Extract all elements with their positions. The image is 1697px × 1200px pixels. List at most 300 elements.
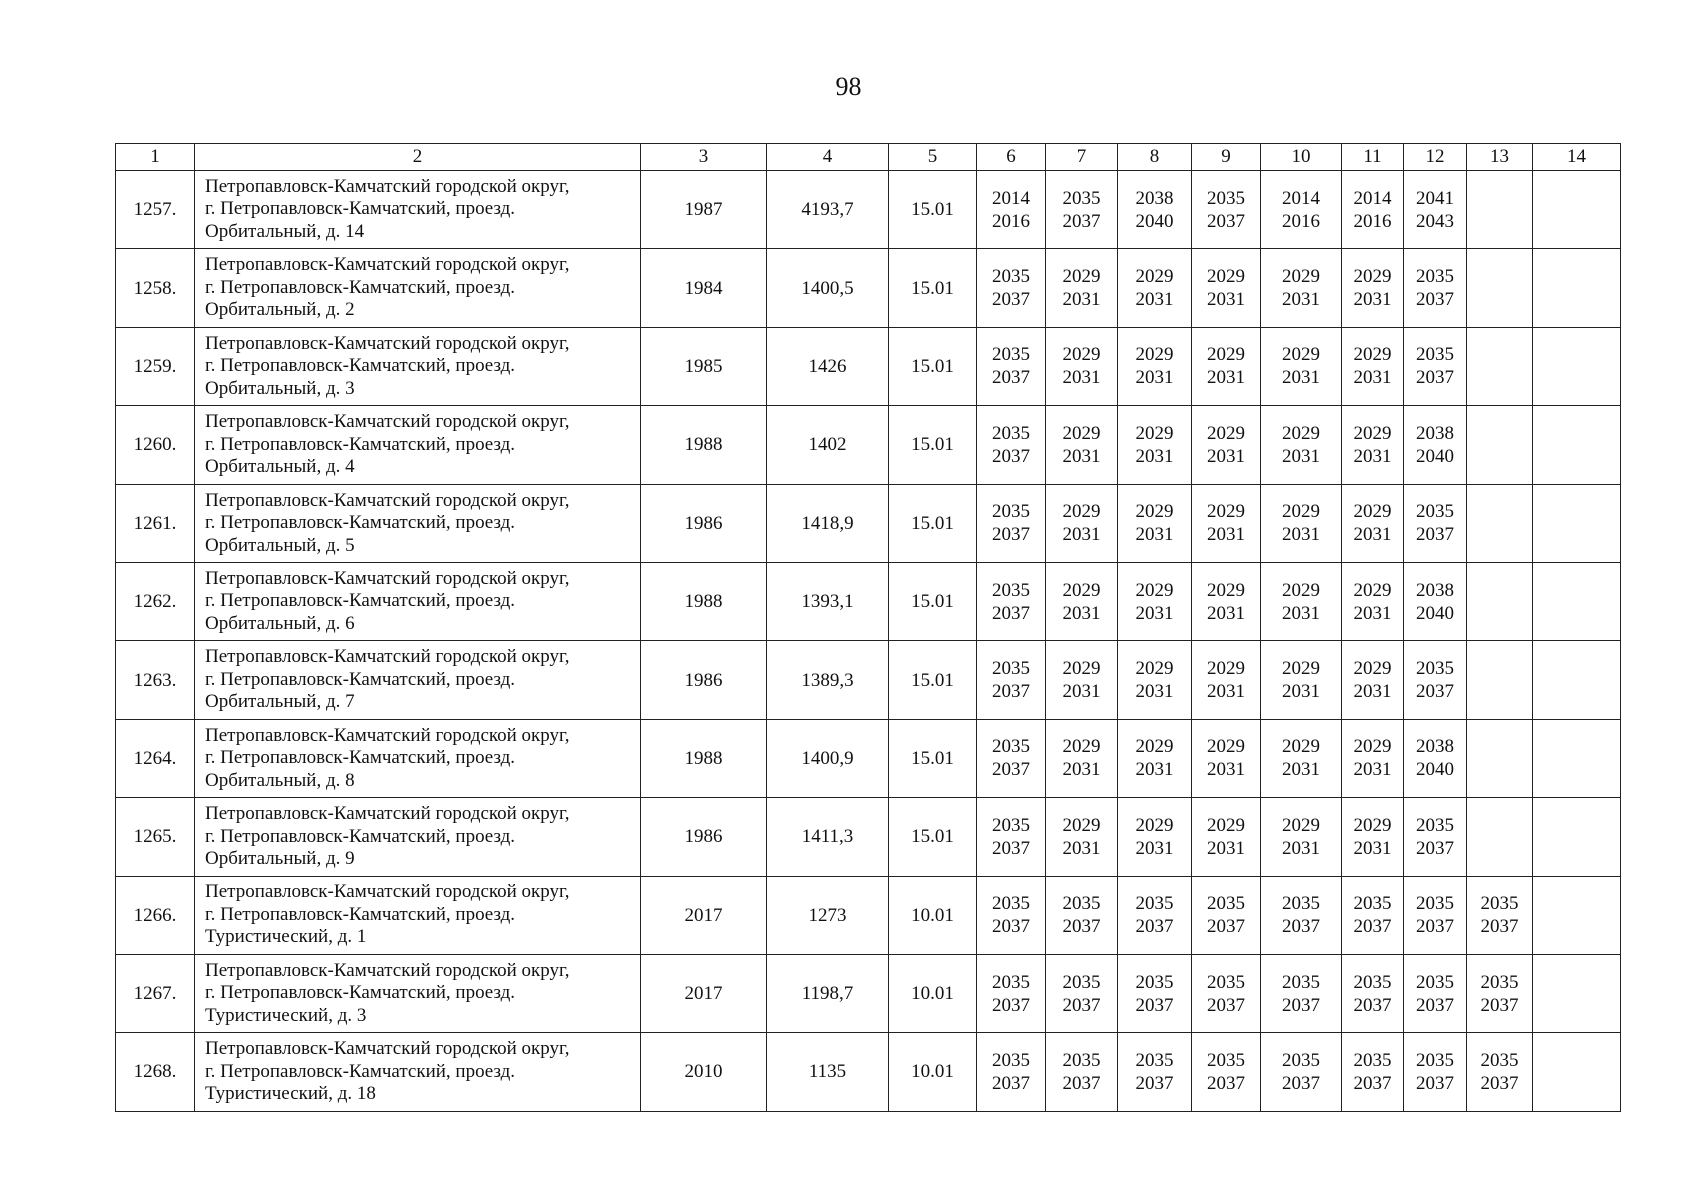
period-end-year: 2031 [1135, 681, 1174, 703]
year-cell: 1987 [641, 171, 767, 249]
period-end-year: 2031 [1282, 289, 1320, 311]
address-line: г. Петропавловск-Камчатский, проезд. [205, 590, 516, 612]
address-line: Орбитальный, д. 2 [205, 299, 355, 321]
year-cell: 1986 [641, 798, 767, 876]
period-start-year: 2029 [1207, 501, 1245, 523]
period-end-year: 2031 [1207, 289, 1245, 311]
column-header: 10 [1261, 144, 1342, 171]
year-cell: 1988 [641, 406, 767, 484]
period-end-year: 2040 [1416, 602, 1454, 624]
period-end-year: 2037 [992, 524, 1030, 546]
address-line: Орбитальный, д. 6 [205, 612, 355, 634]
address-cell [195, 562, 641, 640]
period-start-year: 2035 [992, 579, 1030, 601]
period-start-year: 2029 [1353, 814, 1392, 836]
table-row [116, 562, 1621, 640]
area-cell: 1393,1 [767, 562, 889, 640]
period-start-year: 2035 [992, 736, 1030, 758]
period-cell [1467, 1033, 1533, 1111]
period-start-year: 2029 [1207, 579, 1245, 601]
period-start-year: 2029 [1282, 814, 1320, 836]
period-cell [1342, 798, 1404, 876]
row-number-cell: 1260. [116, 406, 195, 484]
period-cell [977, 484, 1046, 562]
period-cell [1046, 249, 1118, 327]
period-end-year: 2031 [1207, 759, 1245, 781]
period-end-year: 2037 [1480, 916, 1519, 938]
period-start-year: 2035 [1416, 814, 1454, 836]
address-line: Орбитальный, д. 7 [205, 691, 355, 713]
period-start-year: 2035 [1416, 266, 1454, 288]
period-start-year: 2035 [1282, 1049, 1320, 1071]
period-start-year: 2014 [1353, 187, 1392, 209]
period-cell [1404, 1033, 1467, 1111]
period-cell [1342, 406, 1404, 484]
period-end-year: 2031 [1282, 445, 1320, 467]
period-cell [977, 406, 1046, 484]
address-line: г. Петропавловск-Камчатский, проезд. [205, 512, 516, 533]
period-end-year: 2031 [1135, 524, 1174, 546]
period-end-year: 2031 [1353, 681, 1392, 703]
period-cell [1046, 641, 1118, 719]
period-end-year: 2031 [1207, 681, 1245, 703]
table-row [116, 171, 1621, 249]
period-start-year: 2029 [1207, 736, 1245, 758]
period-start-year: 2035 [1207, 1049, 1245, 1071]
period-cell [1342, 484, 1404, 562]
period-start-year: 2029 [1135, 579, 1174, 601]
period-end-year: 2031 [1353, 289, 1392, 311]
period-cell [1118, 562, 1192, 640]
period-end-year: 2037 [992, 837, 1030, 859]
column-header: 7 [1046, 144, 1118, 171]
column-header: 6 [977, 144, 1046, 171]
address-line: Петропавловск-Камчатский городской округ, [205, 567, 570, 589]
period-cell [1261, 484, 1342, 562]
period-start-year: 2035 [1480, 1049, 1519, 1071]
period-start-year: 2038 [1416, 736, 1454, 758]
period-end-year: 2016 [1353, 210, 1392, 232]
address-cell [195, 876, 641, 954]
period-end-year: 2037 [1480, 1072, 1519, 1094]
period-end-year: 2031 [1062, 837, 1101, 859]
address-line: Петропавловск-Камчатский городской округ, [205, 175, 570, 197]
table-row [116, 641, 1621, 719]
period-start-year: 2029 [1207, 266, 1245, 288]
table-row [116, 719, 1621, 797]
period-start-year: 2035 [1480, 971, 1519, 993]
period-start-year: 2029 [1353, 658, 1392, 680]
period-start-year: 2035 [992, 344, 1030, 366]
area-cell: 1400,9 [767, 719, 889, 797]
column-header: 8 [1118, 144, 1192, 171]
period-cell [1404, 484, 1467, 562]
period-end-year: 2031 [1135, 289, 1174, 311]
period-end-year: 2037 [1062, 1072, 1101, 1094]
period-start-year: 2035 [1062, 971, 1101, 993]
row-number-cell: 1266. [116, 876, 195, 954]
address-cell [195, 249, 641, 327]
period-start-year: 2029 [1353, 422, 1392, 444]
code-cell: 15.01 [889, 327, 977, 405]
period-cell [1261, 641, 1342, 719]
period-cell [1533, 1033, 1621, 1111]
period-end-year: 2031 [1353, 837, 1392, 859]
address-line: Петропавловск-Камчатский городской округ, [205, 332, 570, 354]
address-line: г. Петропавловск-Камчатский, проезд. [205, 903, 516, 925]
period-cell [1533, 327, 1621, 405]
period-cell [1261, 327, 1342, 405]
period-start-year: 2029 [1282, 501, 1320, 523]
period-end-year: 2031 [1282, 837, 1320, 859]
period-cell [1342, 171, 1404, 249]
address-line: г. Петропавловск-Камчатский, проезд. [205, 433, 516, 455]
period-start-year: 2035 [1353, 893, 1392, 915]
period-end-year: 2037 [992, 759, 1030, 781]
address-cell [195, 484, 641, 562]
address-line: г. Петропавловск-Камчатский, проезд. [205, 747, 516, 769]
address-line: г. Петропавловск-Камчатский, проезд. [205, 982, 516, 1004]
period-end-year: 2031 [1062, 759, 1101, 781]
period-start-year: 2029 [1135, 266, 1174, 288]
year-cell: 1988 [641, 562, 767, 640]
area-cell: 1400,5 [767, 249, 889, 327]
table-row [116, 484, 1621, 562]
period-end-year: 2031 [1062, 289, 1101, 311]
period-cell [1192, 562, 1261, 640]
period-end-year: 2040 [1416, 445, 1454, 467]
period-end-year: 2031 [1353, 759, 1392, 781]
period-cell [1467, 954, 1533, 1032]
period-end-year: 2031 [1353, 445, 1392, 467]
row-number-cell: 1267. [116, 954, 195, 1032]
area-cell: 1389,3 [767, 641, 889, 719]
address-cell [195, 641, 641, 719]
period-start-year: 2035 [992, 893, 1030, 915]
period-cell [1118, 484, 1192, 562]
code-cell: 15.01 [889, 562, 977, 640]
period-end-year: 2037 [1353, 916, 1392, 938]
period-cell [1192, 876, 1261, 954]
period-end-year: 2037 [1062, 994, 1101, 1016]
period-cell [1118, 171, 1192, 249]
period-start-year: 2029 [1062, 579, 1101, 601]
address-line: г. Петропавловск-Камчатский, проезд. [205, 355, 516, 377]
period-end-year: 2031 [1062, 367, 1101, 389]
period-end-year: 2037 [1416, 1072, 1454, 1094]
year-cell: 2017 [641, 876, 767, 954]
period-start-year: 2035 [992, 971, 1030, 993]
period-cell [1118, 798, 1192, 876]
address-line: г. Петропавловск-Камчатский, проезд. [205, 276, 516, 298]
period-end-year: 2037 [1207, 916, 1245, 938]
address-line: Орбитальный, д. 8 [205, 769, 355, 791]
period-cell [1261, 798, 1342, 876]
period-end-year: 2037 [1282, 1072, 1320, 1094]
period-cell [1046, 562, 1118, 640]
code-cell: 10.01 [889, 954, 977, 1032]
period-cell [1046, 327, 1118, 405]
year-cell: 1986 [641, 484, 767, 562]
table-row [116, 1033, 1621, 1111]
period-cell [1192, 719, 1261, 797]
address-line: Петропавловск-Камчатский городской округ, [205, 254, 570, 276]
period-start-year: 2029 [1135, 344, 1174, 366]
period-end-year: 2031 [1135, 367, 1174, 389]
period-end-year: 2043 [1416, 210, 1454, 232]
period-cell [1046, 1033, 1118, 1111]
period-cell [1261, 562, 1342, 640]
row-number-cell: 1258. [116, 249, 195, 327]
period-start-year: 2029 [1062, 736, 1101, 758]
code-cell: 15.01 [889, 171, 977, 249]
period-end-year: 2037 [1416, 524, 1454, 546]
area-cell: 1402 [767, 406, 889, 484]
address-cell [195, 327, 641, 405]
period-end-year: 2037 [1135, 994, 1174, 1016]
period-cell [1342, 562, 1404, 640]
row-number-cell: 1265. [116, 798, 195, 876]
address-line: Петропавловск-Камчатский городской округ, [205, 803, 570, 825]
period-start-year: 2035 [1207, 893, 1245, 915]
period-start-year: 2035 [1135, 971, 1174, 993]
year-cell: 2017 [641, 954, 767, 1032]
period-start-year: 2029 [1282, 736, 1320, 758]
period-start-year: 2035 [992, 501, 1030, 523]
table-row [116, 327, 1621, 405]
period-cell [1046, 406, 1118, 484]
period-start-year: 2029 [1353, 736, 1392, 758]
area-cell: 1135 [767, 1033, 889, 1111]
period-cell [1261, 171, 1342, 249]
area-cell: 1198,7 [767, 954, 889, 1032]
table-row [116, 954, 1621, 1032]
period-cell [1404, 327, 1467, 405]
period-cell [1404, 876, 1467, 954]
period-start-year: 2029 [1353, 266, 1392, 288]
period-start-year: 2035 [1135, 1049, 1174, 1071]
code-cell: 10.01 [889, 1033, 977, 1111]
period-end-year: 2031 [1062, 681, 1101, 703]
period-cell [1261, 876, 1342, 954]
year-cell: 1988 [641, 719, 767, 797]
period-start-year: 2035 [1282, 893, 1320, 915]
period-cell [977, 641, 1046, 719]
column-header: 13 [1467, 144, 1533, 171]
area-cell: 4193,7 [767, 171, 889, 249]
period-cell [1404, 798, 1467, 876]
period-cell [977, 719, 1046, 797]
address-line: г. Петропавловск-Камчатский, проезд. [205, 825, 516, 847]
period-cell [1342, 327, 1404, 405]
period-end-year: 2031 [1062, 524, 1101, 546]
period-start-year: 2029 [1062, 422, 1101, 444]
period-cell [1342, 876, 1404, 954]
period-cell [1118, 327, 1192, 405]
address-line: г. Петропавловск-Камчатский, проезд. [205, 1060, 516, 1082]
period-cell [1192, 1033, 1261, 1111]
period-cell [1404, 406, 1467, 484]
period-start-year: 2029 [1062, 501, 1101, 523]
period-cell [1404, 562, 1467, 640]
period-end-year: 2016 [992, 210, 1030, 232]
period-cell [1118, 876, 1192, 954]
year-cell: 2010 [641, 1033, 767, 1111]
period-cell [1342, 719, 1404, 797]
address-line: Туристический, д. 18 [205, 1083, 376, 1105]
address-line: Туристический, д. 3 [205, 1004, 367, 1026]
period-cell [1118, 406, 1192, 484]
period-end-year: 2037 [992, 994, 1030, 1016]
period-start-year: 2029 [1353, 579, 1392, 601]
address-cell [195, 406, 641, 484]
address-line: Орбитальный, д. 5 [205, 534, 355, 556]
period-cell [1046, 484, 1118, 562]
period-cell [1533, 798, 1621, 876]
address-line: Петропавловск-Камчатский городской округ, [205, 489, 570, 511]
period-cell [1192, 641, 1261, 719]
period-cell [1192, 327, 1261, 405]
period-end-year: 2037 [992, 367, 1030, 389]
address-cell [195, 798, 641, 876]
period-cell [1192, 954, 1261, 1032]
period-cell [977, 171, 1046, 249]
period-start-year: 2029 [1282, 266, 1320, 288]
header-row [116, 144, 1621, 171]
period-cell [977, 798, 1046, 876]
period-cell [1533, 876, 1621, 954]
column-header: 11 [1342, 144, 1404, 171]
period-start-year: 2035 [1135, 893, 1174, 915]
column-header: 12 [1404, 144, 1467, 171]
period-start-year: 2029 [1135, 814, 1174, 836]
period-end-year: 2037 [992, 602, 1030, 624]
table-row [116, 798, 1621, 876]
table-row [116, 249, 1621, 327]
period-cell [1261, 249, 1342, 327]
address-cell [195, 954, 641, 1032]
code-cell: 15.01 [889, 484, 977, 562]
row-number-cell: 1261. [116, 484, 195, 562]
code-cell: 15.01 [889, 641, 977, 719]
period-end-year: 2031 [1207, 367, 1245, 389]
period-cell [1467, 406, 1533, 484]
period-start-year: 2035 [1207, 187, 1245, 209]
period-start-year: 2029 [1207, 344, 1245, 366]
table-row [116, 876, 1621, 954]
period-cell [1533, 954, 1621, 1032]
period-cell [1467, 484, 1533, 562]
period-end-year: 2037 [1416, 994, 1454, 1016]
period-cell [1342, 641, 1404, 719]
column-header: 2 [195, 144, 641, 171]
period-end-year: 2031 [1207, 524, 1245, 546]
period-end-year: 2037 [1416, 916, 1454, 938]
period-start-year: 2035 [992, 1049, 1030, 1071]
period-end-year: 2040 [1416, 759, 1454, 781]
period-cell [1261, 406, 1342, 484]
period-start-year: 2035 [1416, 344, 1454, 366]
period-end-year: 2031 [1135, 759, 1174, 781]
row-number-cell: 1257. [116, 171, 195, 249]
period-cell [1342, 1033, 1404, 1111]
period-start-year: 2029 [1135, 422, 1174, 444]
period-start-year: 2035 [1353, 1049, 1392, 1071]
address-cell [195, 171, 641, 249]
period-end-year: 2037 [1207, 1072, 1245, 1094]
period-end-year: 2031 [1207, 837, 1245, 859]
period-cell [1118, 1033, 1192, 1111]
period-cell [1118, 954, 1192, 1032]
period-cell [1118, 249, 1192, 327]
period-cell [1404, 954, 1467, 1032]
period-cell [977, 562, 1046, 640]
period-start-year: 2035 [1416, 658, 1454, 680]
period-end-year: 2031 [1135, 837, 1174, 859]
period-start-year: 2014 [1282, 187, 1320, 209]
address-line: Орбитальный, д. 14 [205, 220, 365, 242]
period-cell [1404, 641, 1467, 719]
address-line: Туристический, д. 1 [205, 926, 367, 948]
period-start-year: 2035 [992, 422, 1030, 444]
period-cell [1533, 484, 1621, 562]
period-end-year: 2037 [1062, 916, 1101, 938]
column-header: 3 [641, 144, 767, 171]
period-start-year: 2029 [1135, 501, 1174, 523]
code-cell: 15.01 [889, 249, 977, 327]
address-line: Петропавловск-Камчатский городской округ, [205, 724, 570, 746]
row-number-cell: 1263. [116, 641, 195, 719]
period-start-year: 2035 [992, 266, 1030, 288]
period-start-year: 2029 [1135, 736, 1174, 758]
address-line: Орбитальный, д. 3 [205, 377, 355, 399]
period-end-year: 2031 [1135, 445, 1174, 467]
period-end-year: 2037 [1282, 994, 1320, 1016]
row-number-cell: 1268. [116, 1033, 195, 1111]
period-end-year: 2037 [992, 1072, 1030, 1094]
year-cell: 1984 [641, 249, 767, 327]
period-start-year: 2035 [1353, 971, 1392, 993]
period-start-year: 2035 [1416, 893, 1454, 915]
period-cell [1533, 719, 1621, 797]
period-start-year: 2029 [1353, 501, 1392, 523]
year-cell: 1986 [641, 641, 767, 719]
column-header: 14 [1533, 144, 1621, 171]
address-line: г. Петропавловск-Камчатский, проезд. [205, 668, 516, 690]
period-end-year: 2031 [1062, 602, 1101, 624]
period-end-year: 2037 [1416, 367, 1454, 389]
period-end-year: 2037 [1135, 1072, 1174, 1094]
period-cell [1192, 484, 1261, 562]
period-start-year: 2029 [1062, 344, 1101, 366]
period-start-year: 2029 [1062, 814, 1101, 836]
period-cell [1261, 1033, 1342, 1111]
period-start-year: 2038 [1416, 422, 1454, 444]
period-start-year: 2029 [1282, 422, 1320, 444]
period-end-year: 2031 [1353, 524, 1392, 546]
period-start-year: 2029 [1207, 422, 1245, 444]
period-start-year: 2035 [1207, 971, 1245, 993]
period-end-year: 2031 [1353, 367, 1392, 389]
period-start-year: 2029 [1062, 658, 1101, 680]
code-cell: 15.01 [889, 719, 977, 797]
period-end-year: 2037 [1353, 994, 1392, 1016]
period-end-year: 2037 [1480, 994, 1519, 1016]
address-line: Орбитальный, д. 9 [205, 848, 355, 870]
period-end-year: 2037 [992, 445, 1030, 467]
period-cell [1467, 249, 1533, 327]
period-end-year: 2031 [1207, 445, 1245, 467]
